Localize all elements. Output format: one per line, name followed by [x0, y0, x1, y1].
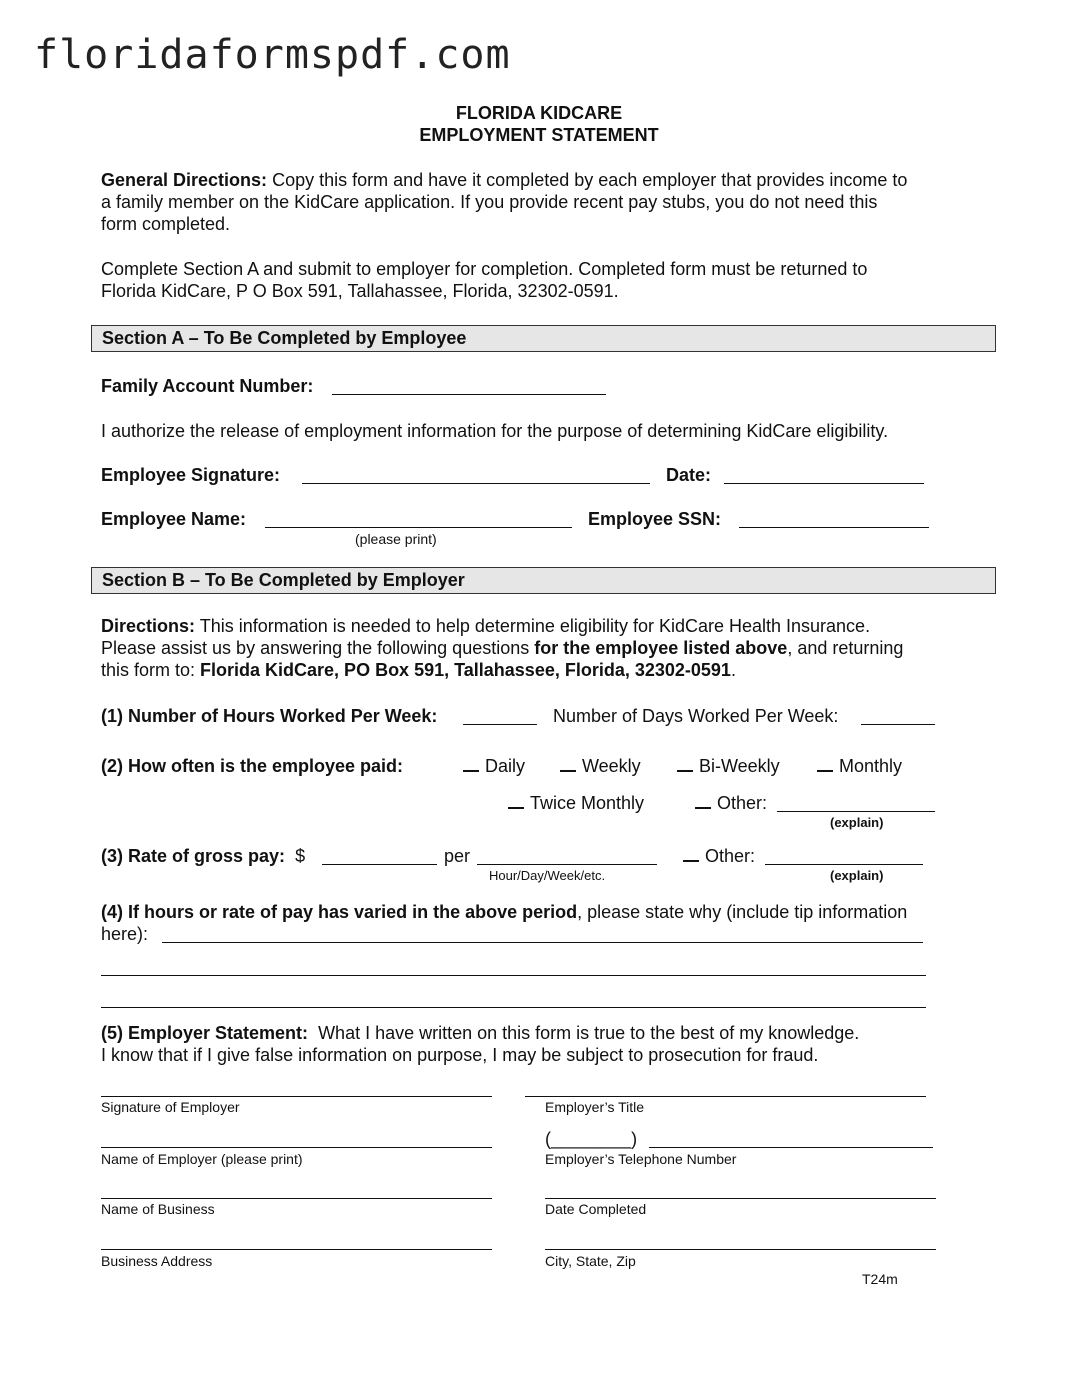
- explain-note-2: (explain): [830, 868, 884, 883]
- general-directions-text1: Copy this form and have it completed by each employer that provides income to: [272, 170, 908, 190]
- other-frequency-field[interactable]: [777, 811, 935, 812]
- employer-name-label: Name of Employer (please print): [101, 1151, 303, 1167]
- directions-text3a: this form to:: [101, 660, 201, 680]
- twice-monthly-checkbox[interactable]: [508, 793, 524, 809]
- q3-rate-label: (3) Rate of gross pay:: [101, 846, 286, 866]
- q5-bold-text: (5) Employer Statement:: [101, 1023, 309, 1043]
- family-account-field[interactable]: [332, 394, 606, 395]
- monthly-label: Monthly: [839, 756, 903, 776]
- option-biweekly[interactable]: [677, 755, 780, 777]
- q5-line2: I know that if I give false information on purpose, I may be subject to prosecution for fraud.: [101, 1045, 819, 1065]
- date-completed-field[interactable]: [545, 1198, 936, 1199]
- employee-signature-label: Employee Signature:: [101, 465, 281, 485]
- other-frequency-checkbox[interactable]: [695, 793, 711, 809]
- q4-answer-line2[interactable]: [101, 975, 926, 976]
- business-name-field[interactable]: [101, 1198, 492, 1199]
- form-title: FLORIDA KIDCARE: [455, 103, 623, 123]
- business-address-label: Business Address: [101, 1253, 213, 1269]
- q4-answer-line3[interactable]: [101, 1007, 926, 1008]
- business-name-label: Name of Business: [101, 1201, 215, 1217]
- watermark-text: floridaformspdf.com: [34, 32, 511, 78]
- general-directions-line5: Florida KidCare, P O Box 591, Tallahassee, Florida, 32302-0591.: [101, 281, 619, 301]
- q4-bold-text: (4) If hours or rate of pay has varied in the above period: [101, 902, 578, 922]
- family-account-label: Family Account Number:: [101, 376, 314, 396]
- directions-line2: [101, 637, 903, 659]
- employer-signature-label: Signature of Employer: [101, 1099, 240, 1115]
- employer-title-field[interactable]: [525, 1096, 926, 1097]
- employee-signature-field[interactable]: [302, 483, 650, 484]
- directions-text2a: Please assist us by answering the following questions: [101, 638, 535, 658]
- q1-days-label: Number of Days Worked Per Week:: [553, 706, 839, 726]
- directions-text1: This information is needed to help determine eligibility for KidCare Health Insurance.: [199, 616, 871, 636]
- general-directions-line3: form completed.: [101, 214, 231, 234]
- option-twice-monthly[interactable]: [508, 792, 644, 814]
- general-directions-line4: Complete Section A and submit to employer for completion. Completed form must be returned to: [101, 259, 868, 279]
- q4-line1: [101, 901, 907, 923]
- employer-signature-field[interactable]: [101, 1096, 492, 1097]
- form-code: T24m: [862, 1271, 898, 1287]
- q3-other-field[interactable]: [765, 864, 923, 865]
- employee-date-label: Date:: [666, 465, 712, 485]
- q3-other-checkbox[interactable]: [683, 846, 699, 862]
- section-b-header: Section B – To Be Completed by Employer: [91, 567, 996, 594]
- employee-date-field[interactable]: [724, 483, 924, 484]
- employee-ssn-field[interactable]: [739, 527, 929, 528]
- q3-rate-label-row: [101, 845, 305, 867]
- employee-ssn-label: Employee SSN:: [588, 509, 722, 529]
- q5-line1: [101, 1022, 859, 1044]
- q4-here-label: here):: [101, 924, 149, 944]
- please-print-note: (please print): [355, 531, 437, 547]
- q2-pay-frequency-label: (2) How often is the employee paid:: [101, 756, 404, 776]
- daily-label: Daily: [485, 756, 526, 776]
- employer-phone-label: Employer’s Telephone Number: [545, 1151, 737, 1167]
- biweekly-label: Bi-Weekly: [699, 756, 780, 776]
- q3-option-other[interactable]: [683, 845, 755, 867]
- q1-hours-label: (1) Number of Hours Worked Per Week:: [101, 706, 438, 726]
- q5-rest-text: What I have written on this form is true to the best of my knowledge.: [318, 1023, 860, 1043]
- general-directions-line2: a family member on the KidCare application. If you provide recent pay stubs, you do not need this: [101, 192, 878, 212]
- directions-text2c: , and returning: [787, 638, 904, 658]
- date-completed-label: Date Completed: [545, 1201, 647, 1217]
- q3-per-label: per: [444, 846, 471, 866]
- daily-checkbox[interactable]: [463, 756, 479, 772]
- authorize-statement: I authorize the release of employment information for the purpose of determining KidCare eligibility.: [101, 421, 889, 441]
- city-state-zip-field[interactable]: [545, 1249, 936, 1250]
- section-a-header: Section A – To Be Completed by Employee: [91, 325, 996, 352]
- business-address-field[interactable]: [101, 1249, 492, 1250]
- employee-name-field[interactable]: [265, 527, 572, 528]
- q1-days-field[interactable]: [861, 724, 935, 725]
- directions-text3b: Florida KidCare, PO Box 591, Tallahassee, Florida, 32302-0591: [200, 660, 731, 680]
- employer-name-field[interactable]: [101, 1147, 492, 1148]
- weekly-checkbox[interactable]: [560, 756, 576, 772]
- employer-title-label: Employer’s Title: [545, 1099, 645, 1115]
- employer-phone-field[interactable]: [649, 1147, 933, 1148]
- area-code-field[interactable]: (________): [545, 1129, 638, 1149]
- q3-rate-field[interactable]: [322, 864, 437, 865]
- q3-unit-note: Hour/Day/Week/etc.: [489, 868, 606, 883]
- general-directions-label: General Directions:: [101, 170, 268, 190]
- form-subtitle: EMPLOYMENT STATEMENT: [419, 125, 659, 145]
- q3-unit-field[interactable]: [477, 864, 657, 865]
- q3-dollar-sign: $: [295, 846, 306, 866]
- weekly-label: Weekly: [582, 756, 641, 776]
- monthly-checkbox[interactable]: [817, 756, 833, 772]
- option-other-frequency[interactable]: [695, 792, 767, 814]
- q3-other-label: Other:: [705, 846, 756, 866]
- q1-hours-field[interactable]: [463, 724, 537, 725]
- explain-note-1: (explain): [830, 815, 884, 830]
- directions-line1: [101, 615, 870, 637]
- directions-line3: [101, 659, 736, 681]
- directions-label: Directions:: [101, 616, 196, 636]
- option-daily[interactable]: [463, 755, 525, 777]
- option-weekly[interactable]: [560, 755, 641, 777]
- directions-text2b: for the employee listed above: [534, 638, 788, 658]
- directions-text3c: .: [730, 660, 736, 680]
- city-state-zip-label: City, State, Zip: [545, 1253, 636, 1269]
- general-directions-line1: [101, 169, 907, 191]
- q4-answer-line1[interactable]: [162, 942, 923, 943]
- biweekly-checkbox[interactable]: [677, 756, 693, 772]
- q4-rest-text: , please state why (include tip information: [577, 902, 908, 922]
- other-frequency-label: Other:: [717, 793, 768, 813]
- twice-monthly-label: Twice Monthly: [530, 793, 645, 813]
- option-monthly[interactable]: [817, 755, 902, 777]
- employee-name-label: Employee Name:: [101, 509, 247, 529]
